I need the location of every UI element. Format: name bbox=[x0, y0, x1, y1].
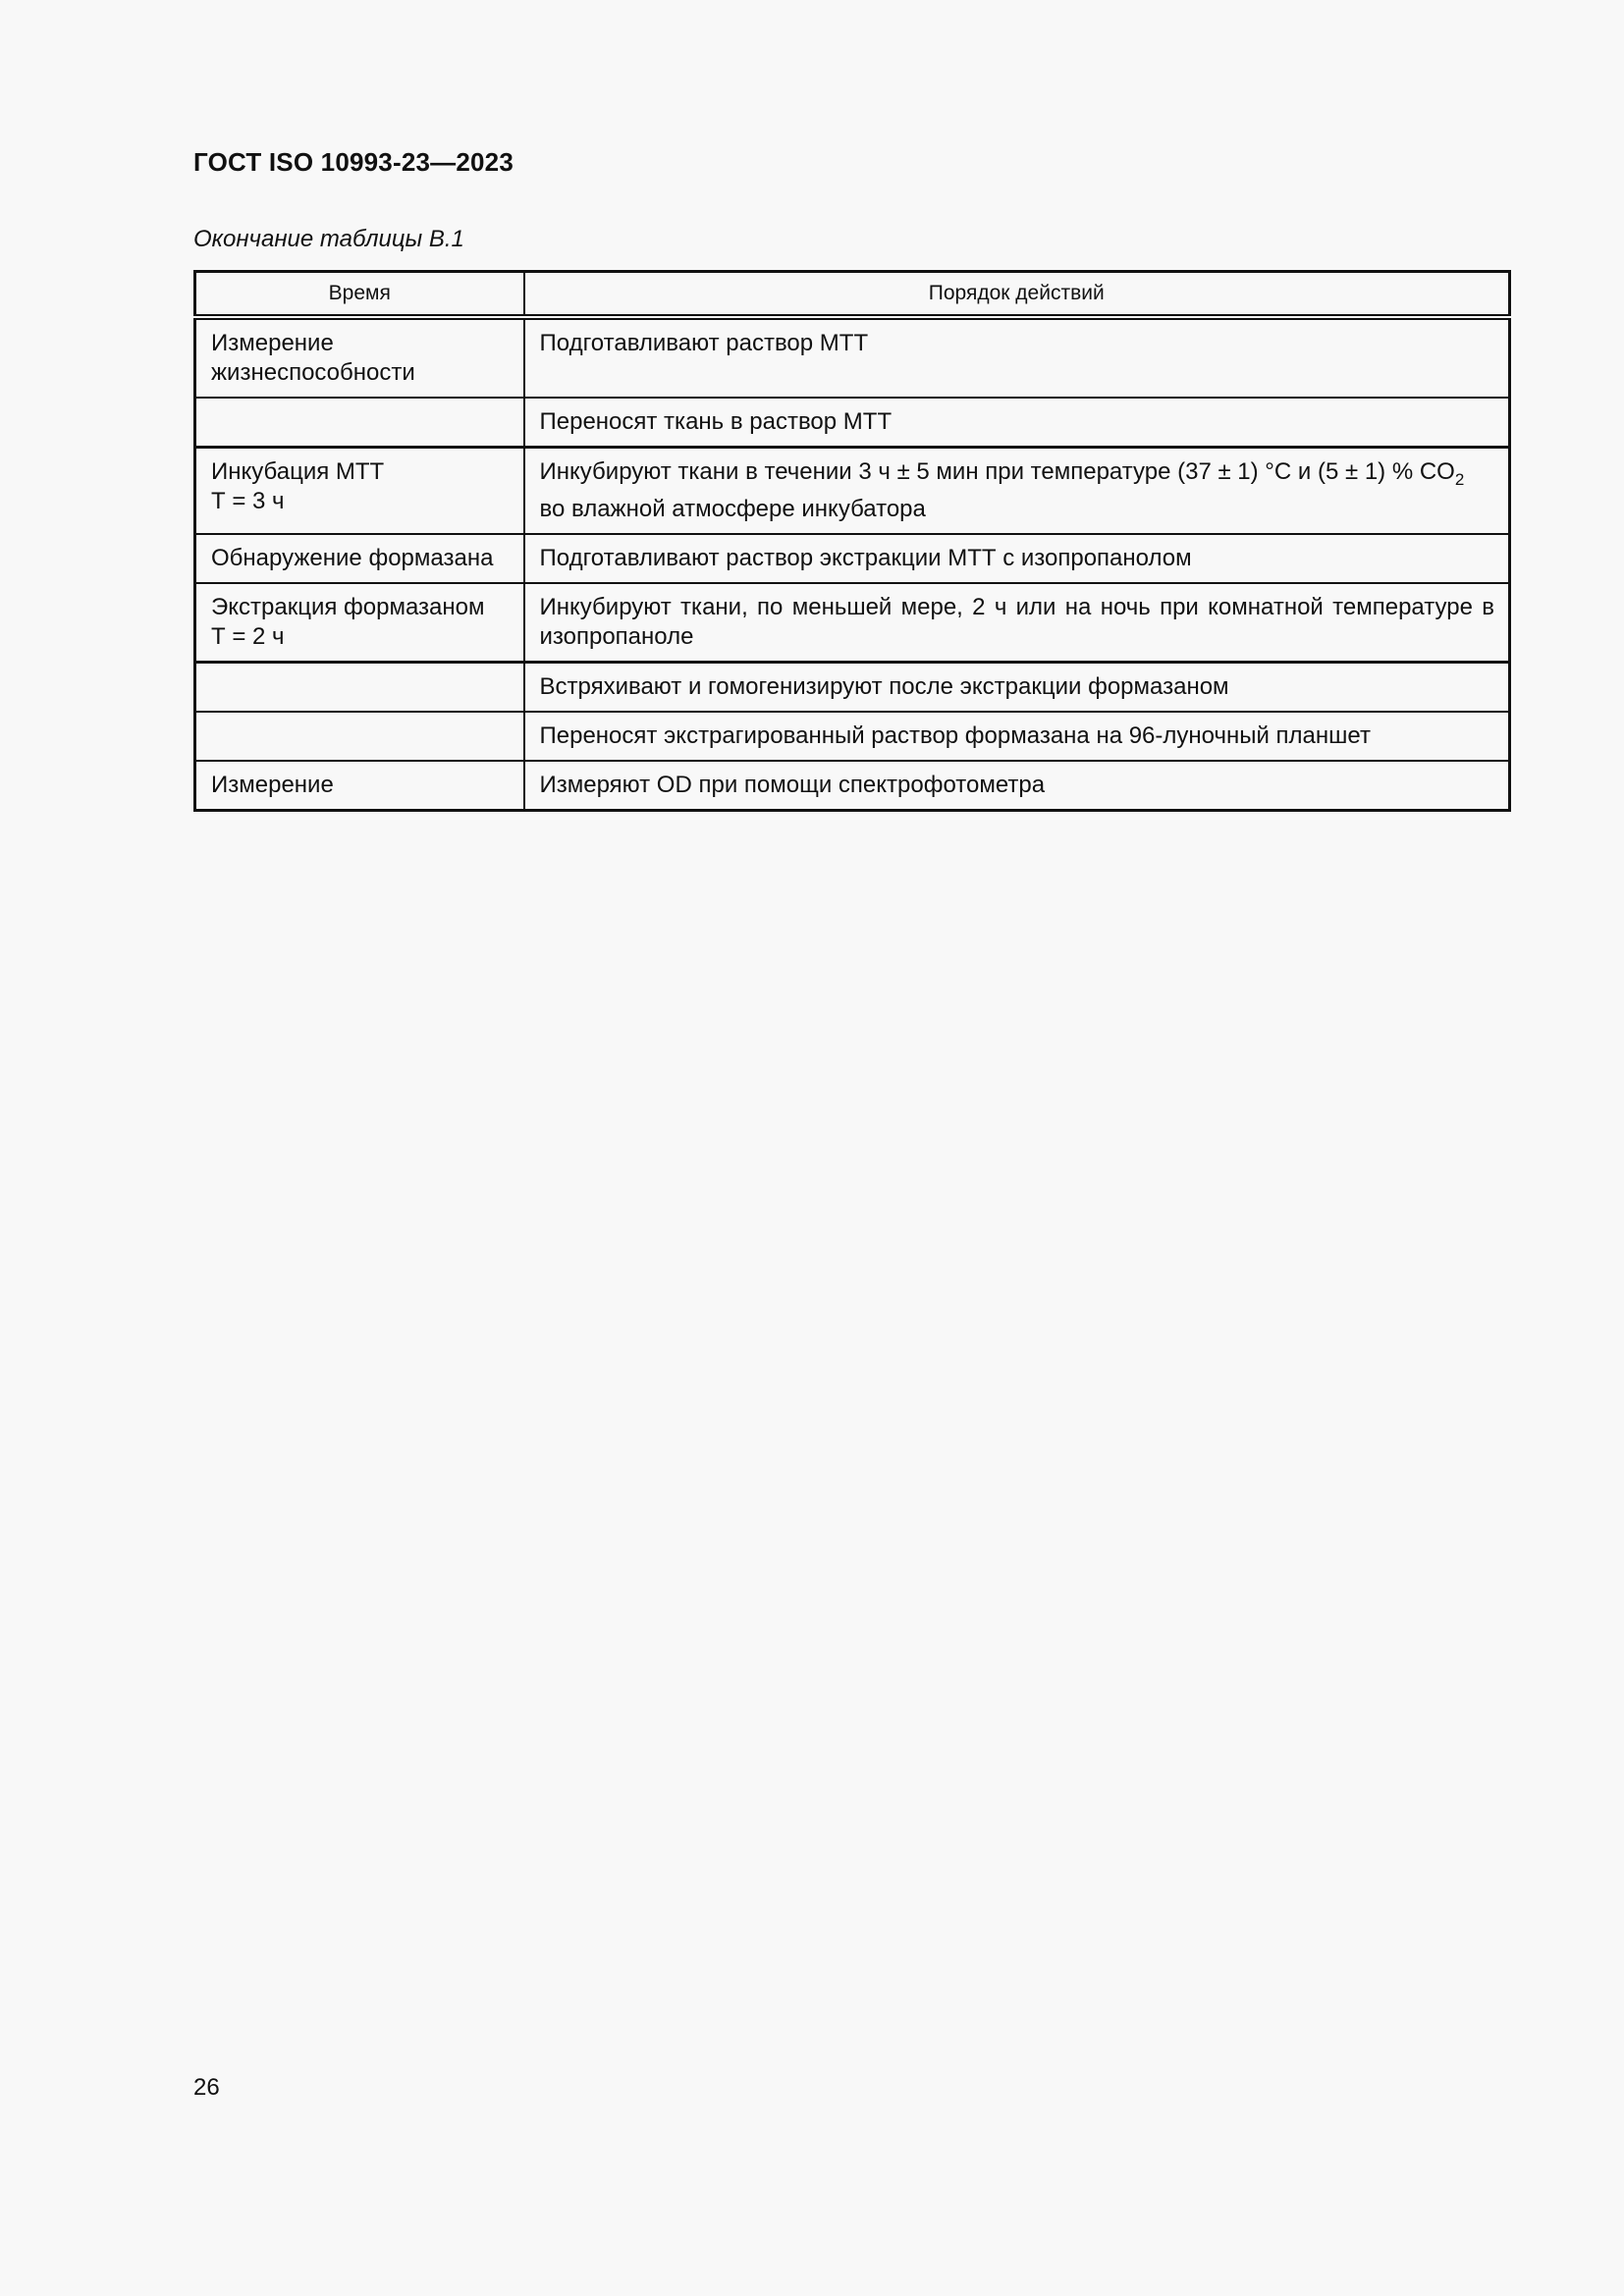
time-cell bbox=[195, 662, 524, 712]
time-line: Измерение bbox=[211, 330, 334, 356]
table-header-row bbox=[195, 272, 1510, 318]
time-cell bbox=[195, 448, 524, 534]
action-cell: Подготавливают раствор экстракции МТТ с изопропанолом bbox=[524, 534, 1510, 583]
action-text: Инкубируют ткани в течении 3 ч ± 5 мин при температуре (37 ± 1) °С и (5 ± 1) % CO bbox=[539, 458, 1455, 485]
page-number: 26 bbox=[193, 2074, 220, 2101]
table-row bbox=[195, 761, 1510, 811]
time-line: Экстракция формазаном bbox=[211, 593, 485, 620]
time-cell bbox=[195, 712, 524, 761]
table-row bbox=[195, 712, 1510, 761]
table-row bbox=[195, 534, 1510, 583]
time-cell: Обнаружение формазана bbox=[195, 534, 524, 583]
table-row bbox=[195, 583, 1510, 663]
time-cell bbox=[195, 583, 524, 663]
table-caption: Окончание таблицы В.1 bbox=[193, 226, 464, 252]
time-cell bbox=[195, 317, 524, 398]
document-number: ГОСТ ISO 10993-23—2023 bbox=[193, 147, 514, 177]
time-line: Инкубация МТТ bbox=[211, 458, 385, 485]
action-cell: Измеряют OD при помощи спектрофотометра bbox=[524, 761, 1510, 811]
time-line: жизнеспособности bbox=[211, 359, 415, 386]
action-cell: Переносят ткань в раствор МТТ bbox=[524, 398, 1510, 448]
column-header-time: Время bbox=[195, 272, 524, 318]
subscript: 2 bbox=[1454, 469, 1465, 489]
time-line: Т = 2 ч bbox=[211, 622, 285, 650]
column-header-procedure: Порядок действий bbox=[524, 272, 1510, 318]
table-row bbox=[195, 448, 1510, 534]
action-cell: Инкубируют ткани, по меньшей мере, 2 ч или на ночь при комнатной температуре в изопропаноле bbox=[524, 583, 1510, 663]
time-cell: Измерение bbox=[195, 761, 524, 811]
table-row bbox=[195, 317, 1510, 398]
time-line: Т = 3 ч bbox=[211, 488, 285, 514]
table-row bbox=[195, 662, 1510, 712]
action-cell bbox=[524, 448, 1510, 534]
action-cell: Переносят экстрагированный раствор формазана на 96-луночный планшет bbox=[524, 712, 1510, 761]
table-row bbox=[195, 398, 1510, 448]
action-cell: Подготавливают раствор МТТ bbox=[524, 317, 1510, 398]
action-text-tail: во влажной атмосфере инкубатора bbox=[539, 495, 926, 522]
action-cell: Встряхивают и гомогенизируют после экстракции формазаном bbox=[524, 662, 1510, 712]
procedure-table bbox=[193, 270, 1508, 812]
time-cell bbox=[195, 398, 524, 448]
